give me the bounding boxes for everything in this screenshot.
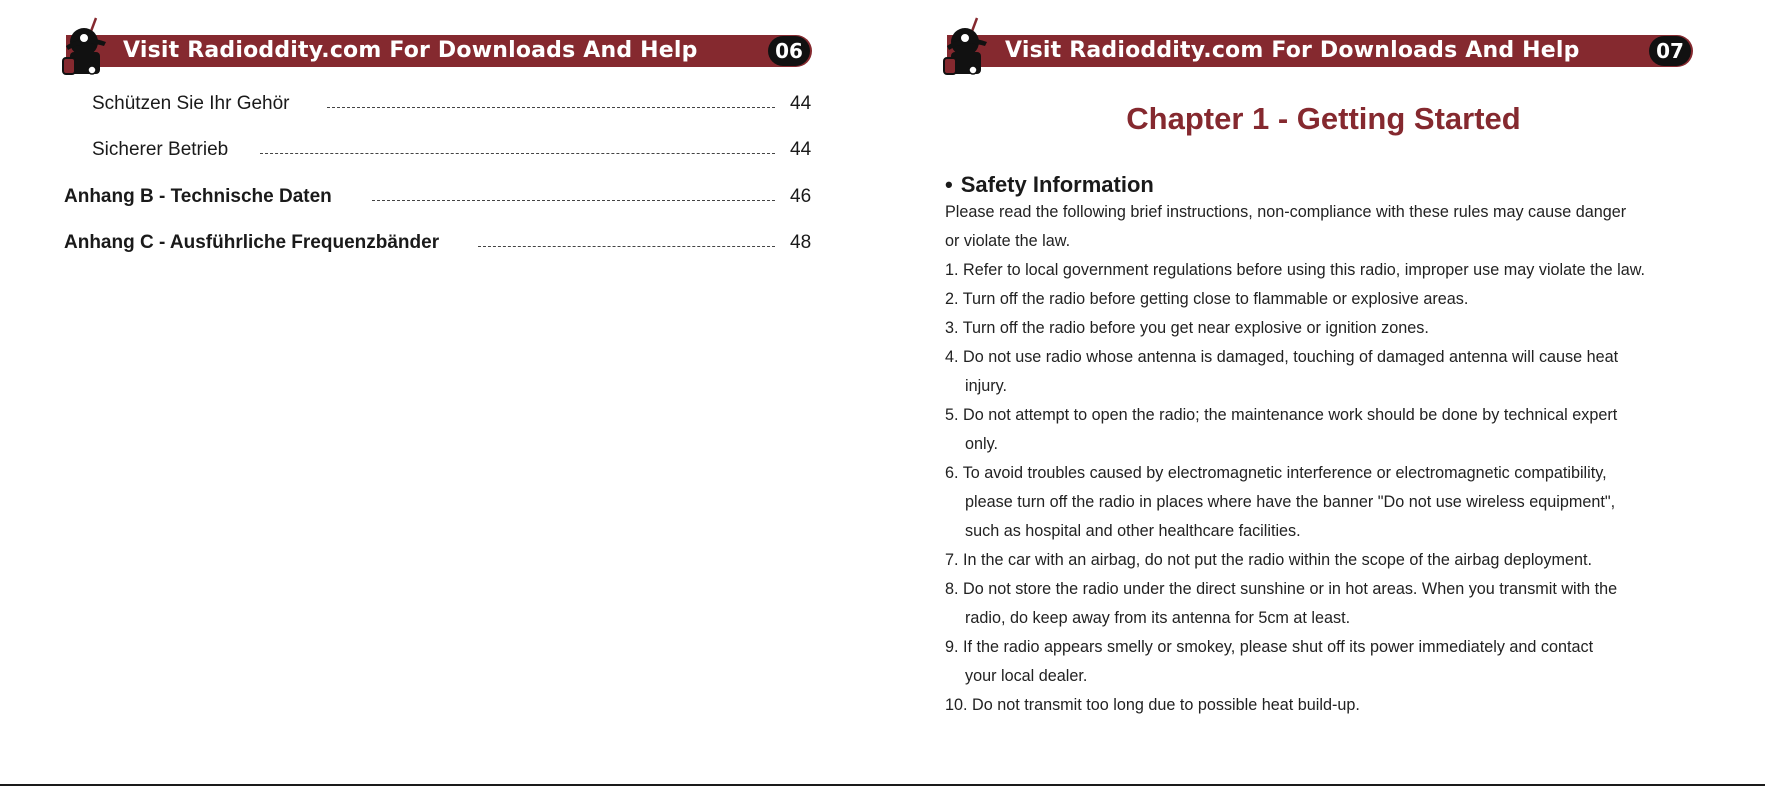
toc-leader-dots bbox=[478, 236, 775, 247]
toc-entry bbox=[0, 137, 882, 163]
safety-text-line: please turn off the radio in places where have the banner "Do not use wireless equipment", bbox=[965, 493, 1616, 511]
right-page bbox=[882, 0, 1765, 786]
toc-entry-label: Anhang C - Ausführliche Frequenzbänder bbox=[64, 232, 440, 253]
safety-text-line: 8. Do not store the radio under the direct sunshine or in hot areas. When you transmit with the bbox=[945, 580, 1618, 598]
chapter-title: Chapter 1 - Getting Started bbox=[1126, 101, 1521, 136]
left-page bbox=[0, 0, 882, 786]
radio-operator-logo-icon bbox=[941, 16, 993, 78]
radio-operator-logo-icon bbox=[60, 16, 112, 78]
toc-leader-dots bbox=[372, 190, 775, 201]
bullet-icon: • bbox=[945, 172, 953, 197]
safety-text-line: 5. Do not attempt to open the radio; the maintenance work should be done by technical expert bbox=[945, 406, 1618, 424]
section-heading bbox=[945, 170, 1154, 200]
toc-entry-label: Anhang B - Technische Daten bbox=[64, 186, 332, 207]
safety-text-line: 7. In the car with an airbag, do not put the radio within the scope of the airbag deployment. bbox=[945, 551, 1593, 569]
toc-entry bbox=[0, 230, 882, 256]
toc-leader-dots bbox=[260, 143, 775, 154]
safety-text-line: 6. To avoid troubles caused by electromagnetic interference or electromagnetic compatibility, bbox=[945, 464, 1607, 482]
safety-text-line: 10. Do not transmit too long due to possible heat build-up. bbox=[945, 696, 1360, 714]
header-banner-text: Visit Radioddity.com For Downloads And Help bbox=[123, 38, 698, 63]
safety-text-line: Please read the following brief instructions, non-compliance with these rules may cause danger bbox=[945, 203, 1627, 221]
safety-text-line: your local dealer. bbox=[965, 667, 1088, 685]
toc-entry-page-number: 44 bbox=[790, 139, 812, 160]
page-number-badge: 06 bbox=[768, 36, 810, 66]
safety-text-line: injury. bbox=[965, 377, 1007, 395]
toc-leader-dots bbox=[327, 97, 775, 108]
safety-text-line: 9. If the radio appears smelly or smokey, please shut off its power immediately and contact bbox=[945, 638, 1594, 656]
safety-text-line: 3. Turn off the radio before you get near explosive or ignition zones. bbox=[945, 319, 1429, 337]
header-banner-text: Visit Radioddity.com For Downloads And Help bbox=[1005, 38, 1580, 63]
safety-text-line: only. bbox=[965, 435, 998, 453]
header-banner bbox=[947, 35, 1693, 67]
toc-entry-page-number: 48 bbox=[790, 232, 812, 253]
toc-entry-page-number: 44 bbox=[790, 93, 812, 114]
page-bottom-rule bbox=[0, 784, 882, 786]
section-title: Safety Information bbox=[960, 172, 1154, 197]
safety-text-line: 4. Do not use radio whose antenna is damaged, touching of damaged antenna will cause heat bbox=[945, 348, 1619, 366]
toc-entry-page-number: 46 bbox=[790, 186, 812, 207]
safety-text-line: such as hospital and other healthcare facilities. bbox=[965, 522, 1301, 540]
toc-entry bbox=[0, 184, 882, 210]
page-bottom-rule bbox=[882, 784, 1765, 786]
page-number-badge: 07 bbox=[1649, 36, 1691, 66]
toc-entry-label: Schützen Sie Ihr Gehör bbox=[92, 93, 290, 114]
safety-text-line: radio, do keep away from its antenna for 5cm at least. bbox=[965, 609, 1351, 627]
toc-entry bbox=[0, 91, 882, 117]
toc-entry-label: Sicherer Betrieb bbox=[92, 139, 229, 160]
header-banner bbox=[66, 35, 812, 67]
safety-text-line: 1. Refer to local government regulations before using this radio, improper use may violate the law. bbox=[945, 261, 1646, 279]
safety-text-line: or violate the law. bbox=[945, 232, 1071, 250]
safety-text-line: 2. Turn off the radio before getting close to flammable or explosive areas. bbox=[945, 290, 1469, 308]
